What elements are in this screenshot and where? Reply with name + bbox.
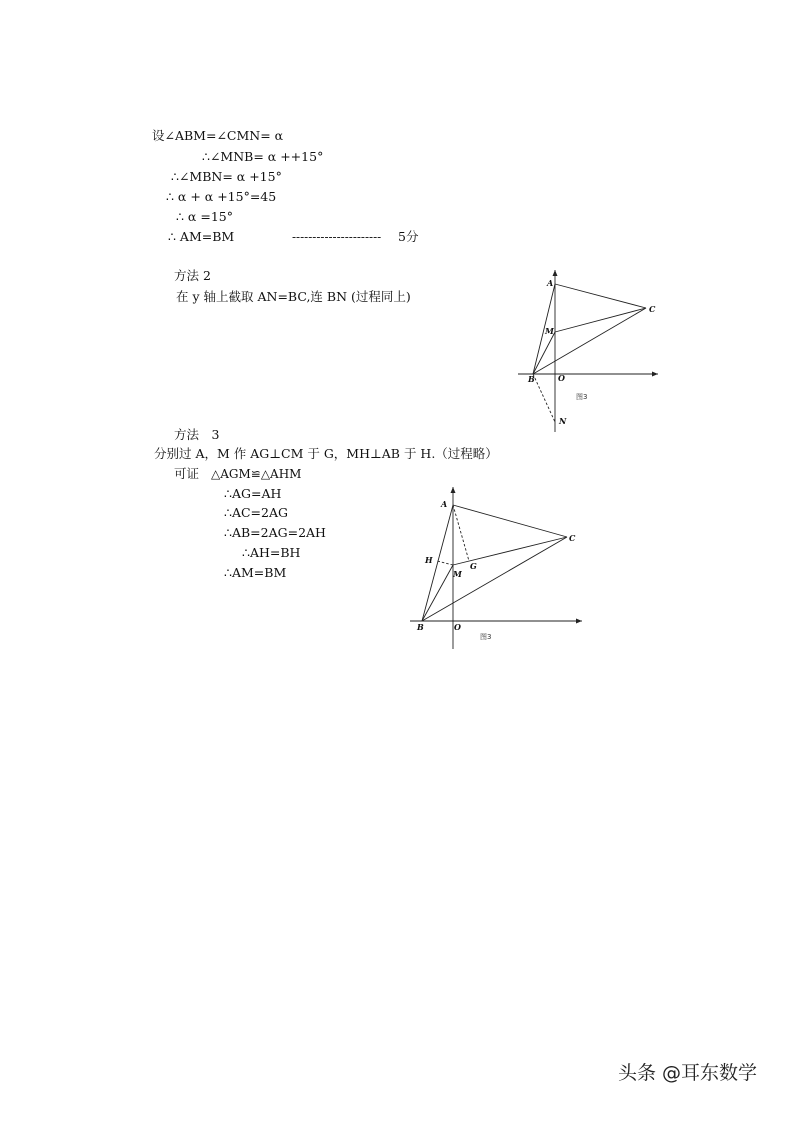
method2-title: 方法 2	[174, 268, 211, 283]
point-label-c: C	[649, 304, 656, 314]
point-label-a: A	[441, 499, 448, 509]
segment-mh-dashed	[437, 561, 453, 565]
method1-line-4: ∴ α + α +15°=45	[166, 189, 277, 204]
method3-step-4: ∴AH=BH	[242, 545, 301, 560]
point-label-o: O	[454, 622, 461, 632]
method3-figure	[410, 483, 590, 651]
method3-step-3: ∴AB=2AG=2AH	[224, 525, 326, 540]
y-axis-arrow	[451, 487, 456, 493]
method1-line-2: ∴∠MNB= α ++15°	[202, 149, 324, 164]
segment-bm	[422, 565, 453, 621]
method1-line-3: ∴∠MBN= α +15°	[171, 169, 282, 184]
point-label-o: O	[558, 373, 565, 383]
point-label-b: B	[417, 622, 424, 632]
point-label-c: C	[569, 533, 576, 543]
method3-text: 分别过 A，M 作 AG⊥CM 于 G，MH⊥AB 于 H.（过程略）	[154, 446, 498, 461]
method3-prove-prefix: 可证	[174, 466, 200, 481]
method2-figure-caption: 图3	[576, 393, 588, 401]
x-axis-arrow	[576, 619, 582, 624]
method3-title: 方法 3	[174, 427, 220, 442]
method2-figure	[518, 262, 668, 434]
segment-ac	[453, 505, 567, 537]
segment-ag-dashed	[453, 505, 469, 561]
method1-line-5: ∴ α =15°	[176, 209, 233, 224]
method3-step-2: ∴AC=2AG	[224, 505, 288, 520]
method3-step-1: ∴AG=AH	[224, 486, 282, 501]
segment-mc	[555, 308, 646, 332]
point-label-m: M	[453, 569, 462, 579]
segment-bc	[422, 537, 567, 621]
method3-figure-caption: 图3	[480, 633, 492, 641]
method3-prove: △AGM≌△AHM	[211, 467, 302, 481]
segment-bn-dashed	[533, 374, 555, 422]
method1-score: 5分	[398, 229, 419, 244]
point-label-a: A	[547, 278, 554, 288]
method1-line-6: ∴ AM=BM	[168, 229, 235, 244]
method1-dashes: ----------------------	[292, 230, 382, 244]
point-label-h: H	[425, 555, 433, 565]
y-axis-arrow	[553, 270, 558, 276]
method3-step-5: ∴AM=BM	[224, 565, 287, 580]
point-label-n: N	[559, 416, 567, 426]
point-label-g: G	[470, 561, 477, 571]
method2-text: 在 y 轴上截取 AN=BC,连 BN (过程同上)	[176, 289, 411, 304]
point-label-b: B	[528, 374, 535, 384]
watermark: 头条 @耳东数学	[618, 1062, 758, 1084]
segment-ac	[555, 284, 646, 308]
x-axis-arrow	[652, 372, 658, 377]
point-label-m: M	[545, 326, 554, 336]
method1-line-1: 设∠ABM=∠CMN= α	[152, 128, 284, 143]
